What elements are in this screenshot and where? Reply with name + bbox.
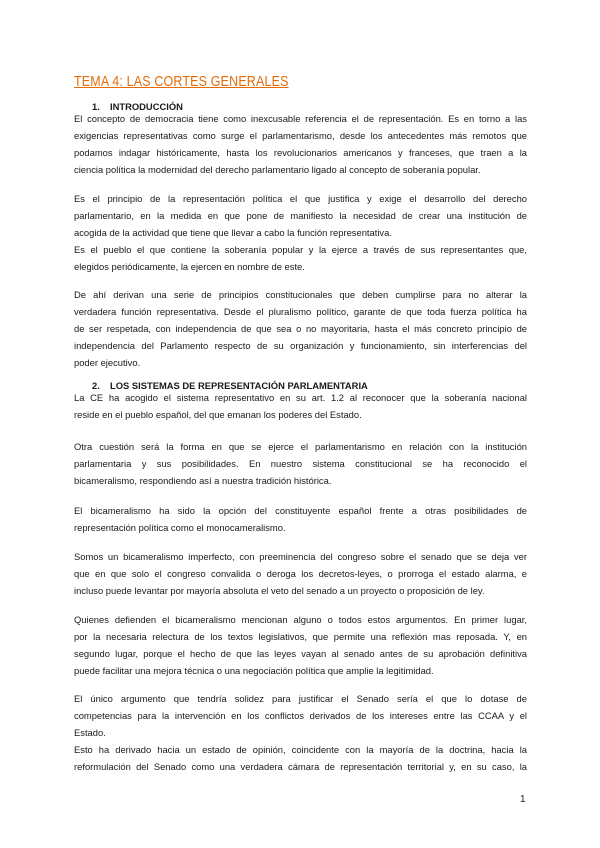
paragraph: [74, 191, 527, 275]
text-line: De ahí derivan una serie de principios constitucionales que deben cumplirse para no alterar la: [74, 289, 527, 300]
text-line: Es el principio de la representación política el que justifica y exige el desarrollo del derecho: [74, 193, 527, 204]
text-line: competencias para la intervención en los conflictos derivados de los intereses entre las CCAA y el: [74, 709, 527, 721]
text-line: reside en el pueblo español, del que emanan los poderes del Estado.: [74, 408, 362, 420]
paragraph: [74, 287, 527, 371]
text-line: representación política como el monocameralismo.: [74, 521, 286, 533]
text-line: por la necesaria relectura de los textos legislativos, que permite una reflexión mas reposada. Y, en: [74, 630, 527, 642]
text-line: independencia del Parlamento respecto de su organización y funcionamiento, sin interferencias del: [74, 339, 527, 351]
text-line: Otra cuestión será la forma en que se ejerce el parlamentarismo en relación con la institución: [74, 441, 527, 452]
text-line: parlamentario, en la medida en que pone de manifiesto la necesidad de crear una institución de: [74, 209, 527, 221]
section-number: 2.: [92, 380, 100, 391]
text-line: poder ejecutivo.: [74, 356, 141, 368]
text-line: que en que solo el congreso convalida o deroga los decretos-leyes, o prorroga el estado alarma, e: [74, 567, 527, 579]
text-line: El bicameralismo ha sido la opción del constituyente español frente a otras posibilidades de: [74, 505, 527, 516]
section-title: INTRODUCCIÓN: [110, 101, 183, 112]
text-line: segundo lugar, porque el hecho de que las leyes vayan al senado antes de su aprobación definitiva: [74, 647, 527, 659]
text-line: Es el pueblo el que contiene la soberanía popular y la ejerce a través de sus representantes que,: [74, 243, 527, 255]
text-line: verdadera función representativa. Desde el pluralismo político, garante de que toda fuerza política ha: [74, 305, 527, 317]
paragraph: [74, 691, 527, 775]
text-line: El concepto de democracia tiene como inexcusable referencia el de representación. Es en torno a las: [74, 113, 527, 124]
paragraph: [74, 439, 527, 490]
paragraph: [74, 503, 527, 537]
text-line: Esto ha derivado hacia un estado de opinión, coincidente con la mayoría de la doctrina, hacia la: [74, 743, 527, 755]
section-title: LOS SISTEMAS DE REPRESENTACIÓN PARLAMENTARIA: [110, 380, 368, 391]
paragraph: [74, 612, 527, 680]
page-number: 1: [520, 794, 526, 805]
text-line: Quienes defienden el bicameralismo mencionan alguno o todos estos argumentos. En primer lugar,: [74, 614, 527, 625]
document-title: TEMA 4: LAS CORTES GENERALES: [74, 74, 289, 90]
text-line: Estado.: [74, 726, 106, 738]
text-line: puede facilitar una mejora técnica o una negociación política que amplie la legitimidad.: [74, 664, 434, 676]
text-line: reformulación del Senado como una verdadera cámara de representación territorial y, en su caso, la: [74, 760, 527, 772]
text-line: bicameralismo, respondiendo así a nuestra tradición histórica.: [74, 474, 332, 486]
text-line: parlamentaria y sus posibilidades. En nuestro sistema constitucional se ha reconocido el: [74, 457, 527, 469]
text-line: exigencias representativas como surge el parlamentarismo, desde los antecedentes más remotos que: [74, 129, 527, 141]
text-line: acogida de la actividad que tiene que llevar a cabo la función representativa.: [74, 226, 392, 238]
text-line: El único argumento que tendría solidez para justificar el Senado sería el que lo dotase de: [74, 693, 527, 704]
text-line: ciencia política la modernidad del derecho parlamentario ligado al concepto de soberanía popular.: [74, 163, 481, 175]
section-number: 1.: [92, 101, 100, 112]
paragraph: [74, 390, 527, 424]
paragraph: [74, 549, 527, 600]
paragraph: [74, 111, 527, 179]
text-line: incluso puede levantar por mayoría absoluta el veto del senado a un proyecto o proposición de ley.: [74, 584, 485, 596]
text-line: elegidos periódicamente, la ejercen en nombre de este.: [74, 260, 305, 272]
text-line: podamos indagar históricamente, hasta los revolucionarios americanos y franceses, que traen a la: [74, 146, 527, 158]
text-line: de ser respetada, con independencia de que sea o no mayoritaria, hasta el más concreto principio de: [74, 322, 527, 334]
text-line: Somos un bicameralismo imperfecto, con preeminencia del congreso sobre el senado que se deja ver: [74, 551, 527, 562]
text-line: La CE ha acogido el sistema representativo en su art. 1.2 al reconocer que la soberanía nacional: [74, 392, 527, 403]
